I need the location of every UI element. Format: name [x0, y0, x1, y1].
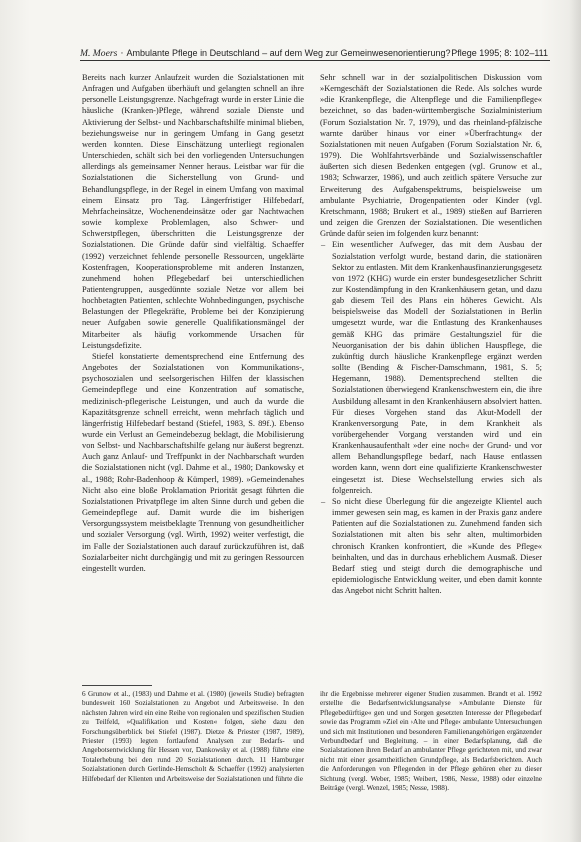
- running-header: [80, 47, 548, 60]
- reasons-list: [320, 239, 542, 596]
- header-separator: ·: [120, 48, 124, 59]
- right-paragraph-intro: Sehr schnell war in der sozialpolitischen Diskussion vom »Kerngeschäft der Sozialstationen die Rede. Als solches wurde »die Krankenpflege, die Altenpflege und die Familienpflege« bezeichnet, so das baden-württembergische Sozialministerium (Forum Sozialstation Nr. 7, 1979), und das rheinland-pfälzische warnte darüber hinaus vor einer »Überfrachtung« der Sozialstationen mit neuen Aufgaben (Forum Sozialstation Nr. 6, 1979). Die Wohlfahrtsverbände und Sozialwissenschaftler äußerten sich diesen Bedenken entgegen (vgl. Grunow et al., 1983; Schwarzer, 1986), und auch zeitlich spätere Versuche zur Erweiterung des Aufgabenspektrums, beispielsweise um ambulante Psychiatrie, Drogenpatienten oder Kinder (vgl. Kretschmann, 1988; Brukert et al., 1989) stießen auf Barrieren und zeigen die Grenzen der Sozialstationen. Die wesentlichen Gründe dafür seien im folgenden kurz benannt:: [320, 73, 542, 239]
- header-author: M. Moers: [80, 48, 118, 59]
- header-title: Ambulante Pflege in Deutschland – auf dem Weg zur Gemeinwesenorientierung?: [126, 48, 451, 58]
- footnote-text-right: ihr die Ergebnisse mehrerer eigener Studien zusammen. Brandt et al. 1992 erstellte die Bedarfsentwicklungsanalyse »Ambulante Dienste für Pflegebedürftige« gen und und Sorgen gesetzten Interesse der Pflegebedarf sowie das Programm »Ziel ein ›Alte und Pflege‹ ambulante Untersuchungen und sich mit Institutionen und besonderen Familienangehörigen ergänzender Verbundbedarf und Begleitung. – in einer Bedarfsplanung, daß die Sozialstationen ihren Bedarf an ambulanter Pflege gerichteten mit, und zwar nicht mit einer gesamtheitlichen Grundpflege, als Bedarfsberichten. Auch die Anforderungen von Pflegenden in der Pflege gehören eher zu dieser Sichtung (vergl. Weber, 1985; Weibert, 1986, Nesse, 1988) oder einzelne Beiträge (vergl. Wenzel, 1985; Nesse, 1988).: [320, 690, 542, 793]
- left-column: [82, 72, 304, 676]
- footnote-right: [320, 690, 542, 825]
- reason-item-2: – So nicht diese Überlegung für die angezeigte Klientel auch immer gewesen sein mag, es kamen in der Praxis ganz andere Patienten auf die Sozialstationen zu. Zunehmend fanden sich Sozialstationen mit alten bis sehr alten, multimorbiden chronisch Kranken konfrontiert, die »Kunde des Pflege« beinhalten, und das in durchaus erheblichem Ausmaß. Dieser Bedarf stieg und steigt durch die demographische und epidemiologische Entwicklung weiter, und eben damit konnte das Angebot nicht Schritt halten.: [332, 496, 542, 596]
- header-journal: Pflege 1995; 8: 102–111: [451, 48, 548, 58]
- footnote-left: [82, 690, 304, 825]
- reason-item-1: – Ein wesentlicher Aufweger, das mit dem Ausbau der Sozialstation verfolgt wurde, bestand darin, die stationären Sektor zu entlasten. Mit dem Krankenhausfinanzierungsgesetz von 1972 (KHG) wurde ein erster bundesgesetzlicher Schritt zur Kostendämpfung in den Krankenhäusern getan, und dazu gab diesem Teil des Plans ein höheres Gewicht. Als beispielsweise das Modell der Sozialstationen in Berlin umgesetzt wurde, war die Entlastung des Krankenhauses gemäß KHG das primäre Gestaltungsziel für die Neuorganisation der bis dahin üblichen Hauspflege, die zukünftig durch häusliche Krankenpflege ergänzt werden sollte (Bending & Fischer-Damschmann, 1981, S. 5; Hegemann, 1988). Dementsprechend stellten die Sozialstationen überwiegend Krankenschwestern ein, die ihre Ausbildung allesamt in den Krankenhäusern absolviert hatten. Für dieses Vorgehen stand das Akut-Modell der Krankenversorgung Pate, in dem Krankheit als vorübergehender Vorgang verstanden wird und ein Krankenhausaufenthalt »der eine noch« der Grund- und vor allem Behandlungspflege bedarf, nach Hause entlassen worden kann, wenn dort eine qualifizierte Krankenschwester eingesetzt ist. Diese Wechselstellung erwies sich als folgenreich.: [332, 239, 542, 496]
- header-rule: [80, 60, 550, 61]
- right-column: [320, 72, 542, 676]
- scan-edge-shadow: [569, 0, 581, 842]
- footnote-text-left: 6 Grunow et al., (1983) und Dahme et al. (1980) (jeweils Studie) befragten bundesweit 160 Sozialstationen zu Angebot und Arbeitsweise. In den nächsten Jahren wird ein eine Reihe von regionalen und spezifischen Studien zu Teilfeld, »Qualifikation und Kosten« folgen, siehe dazu den Forschungsüberblick bei Stiefel (1987). Dietze & Priester (1987, 1989), Priester (1993) legten fortlaufend Analysen zur Bedarfs- und Angebotsentwicklung für Hessen vor, Dankowsky et al. (1988) führte eine Totalerhebung bei den rund 20 Sozialstationen durch. 11 Hamburger Sozialstationen durch Gerlinde-Hemscholt & Schaeffer (1992) analysierten Hilfebedarf der Klienten und Arbeitsweise der Sozialstationen und führte die: [82, 690, 304, 783]
- footnote-rule: [82, 685, 152, 686]
- left-paragraph-2: Stiefel konstatierte dementsprechend eine Entfernung des Angebotes der Sozialstationen von Kommunikations-, psychosozialen und seelsorgerischen Hilfen der klassischen Gemeindepflege und eine Konzentration auf somatische, medizinisch-pflegerische Leistungen, und auch da wurde die Kapazitätsgrenze schnell erreicht, wenn mehrfach täglich und längerfristig Hilfebedarf bestand (Stiefel, 1983, S. 89f.). Ebenso wurde ein Verlust an Gemeindebezug beklagt, die Mobilisierung von Selbst- und Nachbarschaftshilfe gelang nur äußerst begrenzt. Auch ganz Anlauf- und Treffpunkt in der Nachbarschaft wurden die Sozialstationen nicht (vgl. Dahme et al., 1980; Dankowsky et al., 1988; Rohr-Badenhoop & Kümperl, 1989). »Gemeindenahes Nicht also eine bloße Proklamation Priorität gesagt führten die Sozialstationen Privatpflege im alten Sinne durch und geben die Gemeindepflege auf. Damit wurde die im bisherigen Versorgungssystem meistbeklagte Trennung von gesundheitlicher und sozialer Versorgung (vgl. Wirth, 1992) weiter verfestigt, die im Falle der Sozialstationen auch darauf zurückzuführen ist, daß Sozialarbeiter nicht durchgängig und mit zu geringen Ressourcen eingestellt wurden.: [82, 351, 304, 573]
- left-paragraph-1: Bereits nach kurzer Anlaufzeit wurden die Sozialstationen mit Anfragen und Aufgaben überhäuft und gelangten schnell an ihre personelle Leistungsgrenze. Nachgefragt wurde in erster Linie die häusliche (Kranken-)Pflege, während soziale Dienste und Aktivierung der Selbst- und Nachbarschaftshilfe minimal blieben, beziehungsweise nur in geringem Umfang in Gang gesetzt werden konnten. Diese Einschätzung unterliegt regionalen Unterschieden, schält sich bei den vorliegenden Untersuchungen allerdings als gemeinsamer Nenner heraus. Leistbar war für die Sozialstationen die Sicherstellung von Grund- und Behandlungspflege, in der Regel in einem Umfang von maximal einem Einsatz pro Tag. Längerfristiger Hilfebedarf, Mehrfacheinsätze, Wochenendeinsätze oder gar Nachtwachen sowie komplexe Problemlagen, also Schwer- und Schwerstpflegen, überschritten die Leistungsgrenze der Sozialstationen. Die Gründe dafür sind vielfältig. Schaeffer (1992) verzeichnet fehlende personelle Ressourcen, ungeklärte Kostenfragen, Kooperationsprobleme mit anderen Instanzen, zunehmend hohen Pflegebedarf bei unterschiedlichen Patientengruppen, ausgedünnte soziale Netze vor allem bei hochbetagten Patienten, schlechte Wohnbedingungen, psychische Belastungen der Pflegekräfte, Probleme bei der Konzipierung neuer Aufgaben sowie generelle Qualifikationsmängel der Mitarbeiter als häufig vorkommende Ursachen für Leistungsdefizite.: [82, 73, 304, 350]
